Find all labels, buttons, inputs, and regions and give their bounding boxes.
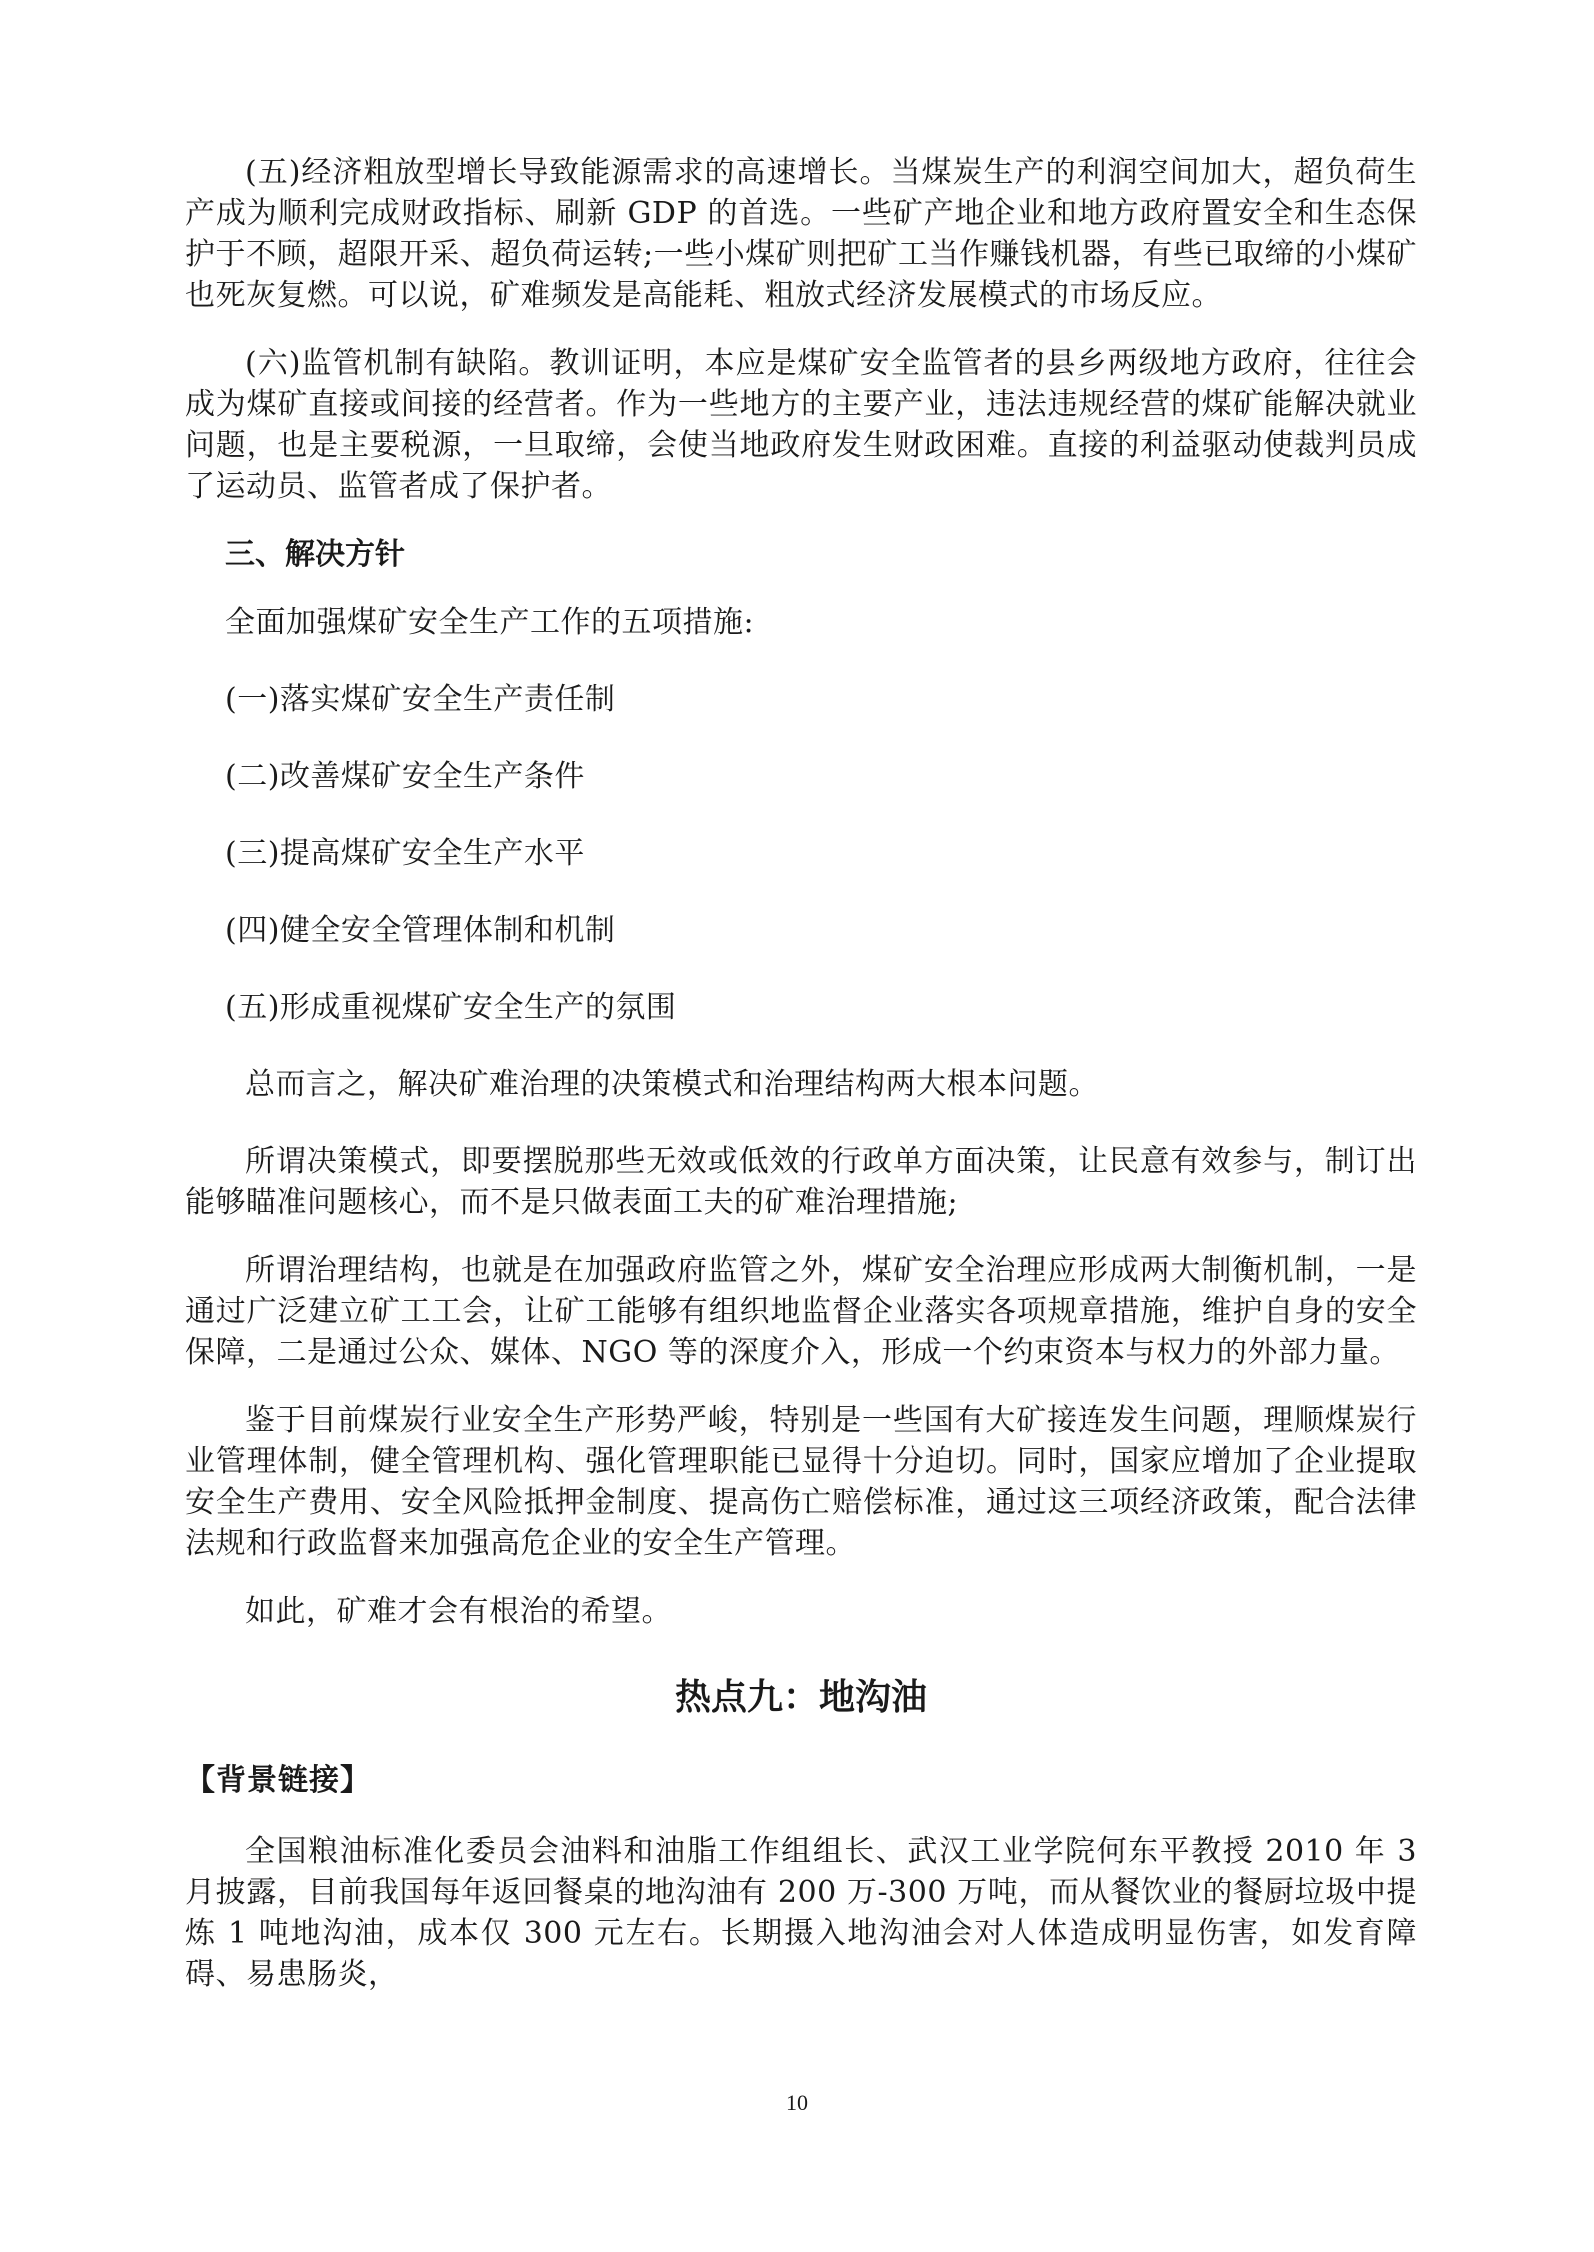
measure-item: (四)健全安全管理体制和机制 — [225, 913, 616, 948]
section-heading: 三、解决方针 — [225, 537, 405, 572]
measures-intro: 全面加强煤矿安全生产工作的五项措施: — [225, 605, 755, 640]
page-number: 10 — [786, 2090, 808, 2115]
paragraph-background: 全国粮油标准化委员会油料和油脂工作组组长、武汉工业学院何东平教授 2010 年 3 月披露，目前我国每年返回餐桌的地沟油有 200 万-300 万吨，而从餐饮业的餐厨垃圾中提炼 1 吨地沟油，成本仅 300 元左右。长期摄入地沟油会对人体造成明显伤害，如发育障碍、易患肠炎， — [185, 1834, 1417, 1992]
measure-item: (二)改善煤矿安全生产条件 — [225, 759, 585, 794]
paragraph-conclusion: 如此，矿难才会有根治的希望。 — [245, 1594, 672, 1629]
paragraph-summary: 总而言之，解决矿难治理的决策模式和治理结构两大根本问题。 — [245, 1067, 1099, 1102]
measure-item: (一)落实煤矿安全生产责任制 — [225, 682, 616, 717]
background-heading: 【背景链接】 — [185, 1763, 371, 1798]
paragraph-governance-structure: 所谓治理结构，也就是在加强政府监管之外，煤矿安全治理应形成两大制衡机制，一是通过广泛建立矿工工会，让矿工能够有组织地监督企业落实各项规章措施，维护自身的安全保障，二是通过公众、媒体、NGO 等的深度介入，形成一个约束资本与权力的外部力量。 — [185, 1253, 1417, 1370]
page-content — [185, 152, 1417, 1995]
measure-item: (五)形成重视煤矿安全生产的氛围 — [225, 990, 677, 1025]
paragraph-economic-growth: (五)经济粗放型增长导致能源需求的高速增长。当煤炭生产的利润空间加大，超负荷生产成为顺利完成财政指标、刷新 GDP 的首选。一些矿产地企业和地方政府置安全和生态保护于不顾，超限开采、超负荷运转;一些小煤矿则把矿工当作赚钱机器，有些已取缔的小煤矿也死灰复燃。可以说，矿难频发是高能耗、粗放式经济发展模式的市场反应。 — [185, 155, 1417, 313]
hot-topic-title: 热点九：地沟油 — [674, 1677, 927, 1718]
paragraph-industry-management: 鉴于目前煤炭行业安全生产形势严峻，特别是一些国有大矿接连发生问题，理顺煤炭行业管理体制，健全管理机构、强化管理职能已显得十分迫切。同时，国家应增加了企业提取安全生产费用、安全风险抵押金制度、提高伤亡赔偿标准，通过这三项经济政策，配合法律法规和行政监督来加强高危企业的安全生产管理。 — [185, 1403, 1417, 1561]
paragraph-decision-model: 所谓决策模式，即要摆脱那些无效或低效的行政单方面决策，让民意有效参与，制订出能够瞄准问题核心，而不是只做表面工夫的矿难治理措施; — [185, 1144, 1417, 1220]
measure-item: (三)提高煤矿安全生产水平 — [225, 836, 585, 871]
paragraph-supervision-defect: (六)监管机制有缺陷。教训证明，本应是煤矿安全监管者的县乡两级地方政府，往往会成为煤矿直接或间接的经营者。作为一些地方的主要产业，违法违规经营的煤矿能解决就业问题，也是主要税源，一旦取缔，会使当地政府发生财政困难。直接的利益驱动使裁判员成了运动员、监管者成了保护者。 — [185, 346, 1417, 504]
